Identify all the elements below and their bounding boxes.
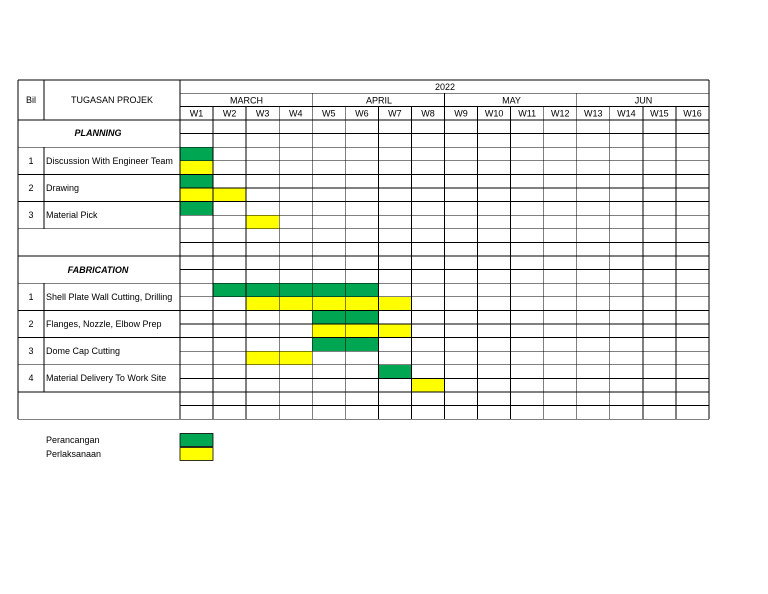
week-header: W13 [584,108,603,119]
week-header: W14 [617,108,636,119]
exec-bar-cell [345,324,378,338]
plan-bar-cell [312,338,345,352]
plan-bar-cell [345,310,378,324]
plan-bar-cell [312,310,345,324]
task-number: 1 [28,156,34,166]
exec-bar-cell [279,297,312,311]
plan-bar-cell [213,283,246,297]
section-title-fabrication: FABRICATION [67,265,129,275]
legend-swatch-exec [180,448,213,461]
plan-bar-cell [180,202,213,216]
legend-swatch-plan [180,434,213,447]
exec-bar-cell [312,324,345,338]
month-header-march: MARCH [230,95,263,106]
plan-bar-cell [345,338,378,352]
month-header-april: APRIL [365,95,393,106]
week-header: W8 [421,108,435,119]
exec-bar-cell [279,351,312,365]
week-header: W11 [518,108,537,119]
week-header: W16 [683,108,702,119]
task-number: 4 [28,373,34,383]
exec-bar-cell [180,161,213,175]
exec-bar-cell [213,188,246,202]
week-header: W3 [255,108,270,119]
plan-bar-cell [246,283,279,297]
week-header: W9 [454,108,468,119]
task-name: Dome Cap Cutting [46,346,121,356]
week-header: W5 [322,108,336,119]
week-header: W6 [355,108,369,119]
exec-bar-cell [312,297,345,311]
task-number: 1 [28,292,34,302]
task-name: Drawing [46,183,80,193]
week-header: W2 [222,108,237,119]
column-header-task: TUGASAN PROJEK [70,95,154,105]
plan-bar-cell [378,365,411,379]
exec-bar-cell [378,297,411,311]
week-header: W7 [388,108,402,119]
plan-bar-cell [312,283,345,297]
week-headers [190,109,702,119]
year-header: 2022 [434,82,456,92]
legend-label-exec: Perlaksanaan [46,449,102,459]
month-header-may: MAY [502,95,521,106]
task-number: 3 [28,346,34,356]
column-header-bil: Bil [25,95,37,105]
exec-bar-cell [246,297,279,311]
task-name: Material Pick [46,210,98,220]
week-header: W1 [189,108,204,119]
plan-bar-cell [279,283,312,297]
task-name: Shell Plate Wall Cutting, Drilling [46,292,173,302]
week-header: W10 [484,108,504,119]
plan-bar-cell [180,147,213,161]
plan-bar-cell [345,283,378,297]
section-title-planning: PLANNING [74,128,122,138]
week-header: W4 [288,108,303,119]
week-header: W15 [650,108,669,119]
exec-bar-cell [246,215,279,229]
exec-bar-cell [246,351,279,365]
legend-label-plan: Perancangan [46,435,100,445]
week-header: W12 [550,108,570,119]
task-name: Discussion With Engineer Team [46,156,173,166]
task-number: 2 [28,183,34,193]
task-number: 3 [28,210,34,220]
exec-bar-cell [180,188,213,202]
exec-bar-cell [378,324,411,338]
task-number: 2 [28,319,34,329]
exec-bar-cell [345,297,378,311]
plan-bar-cell [180,174,213,188]
table-grid [18,80,709,419]
exec-bar-cell [411,378,444,392]
month-header-jun: JUN [634,95,653,106]
task-name: Flanges, Nozzle, Elbow Prep [46,319,162,329]
task-name: Material Delivery To Work Site [46,373,167,383]
